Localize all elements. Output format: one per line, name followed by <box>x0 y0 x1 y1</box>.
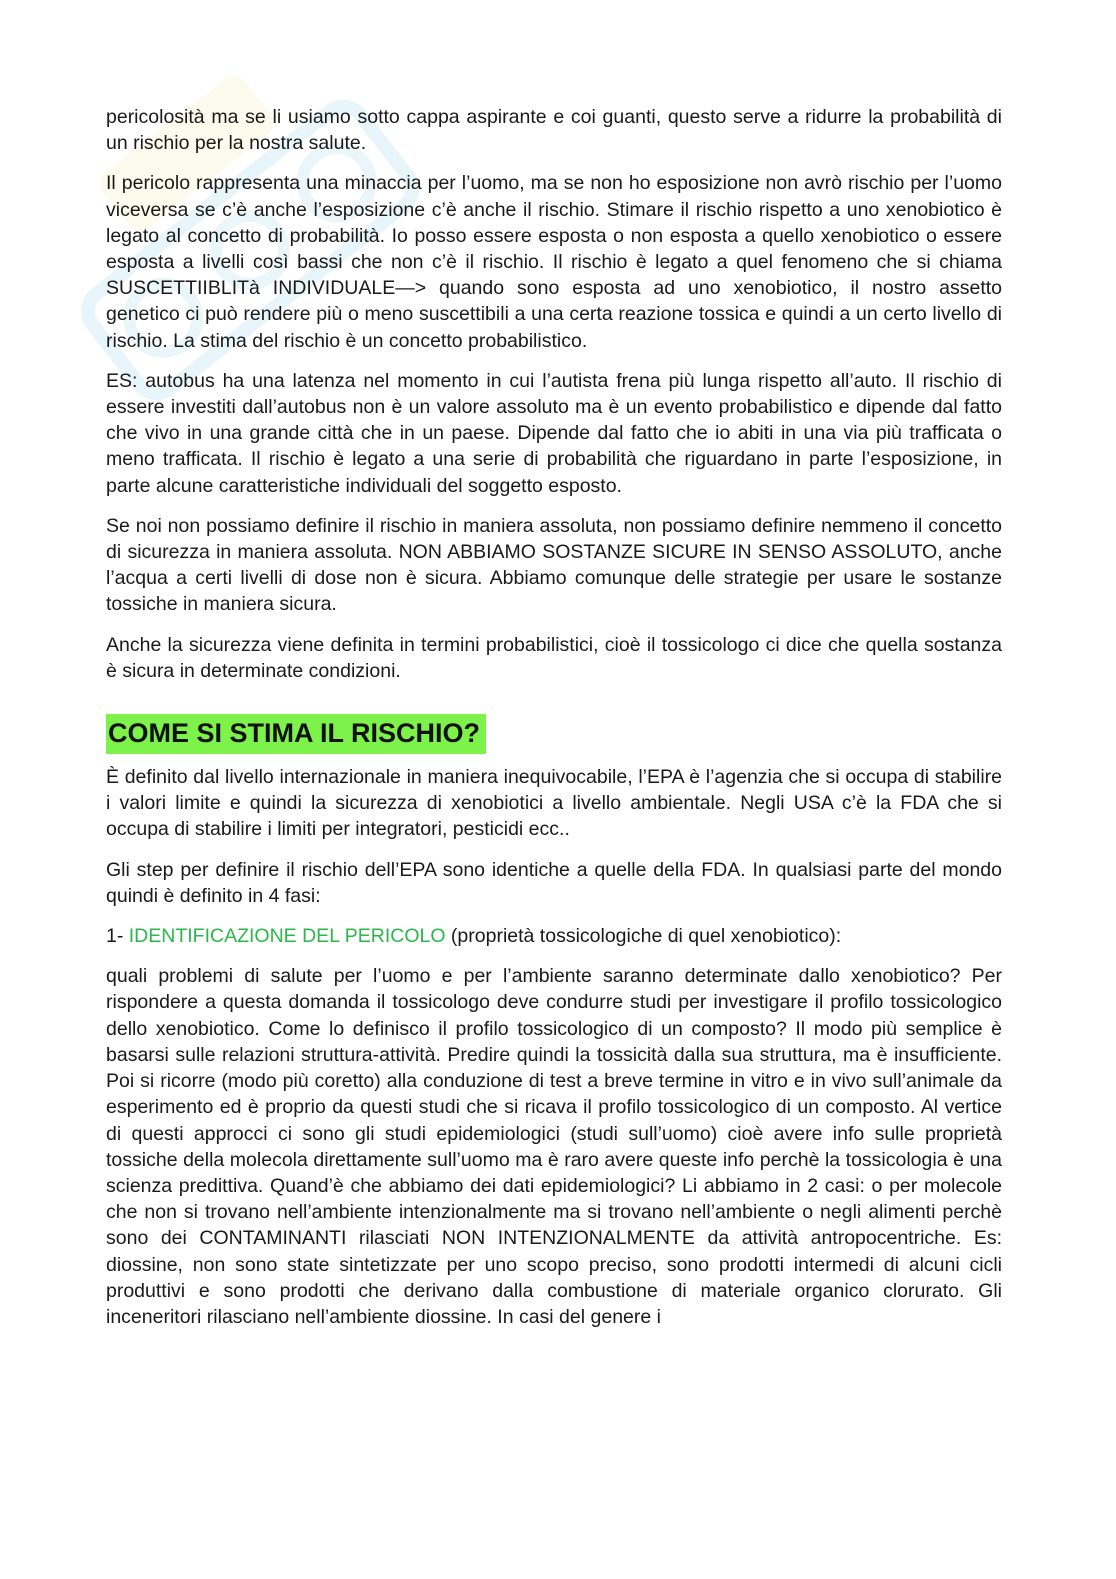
step-1-rest: (proprietà tossicologiche di quel xenobiotico): <box>445 925 842 948</box>
paragraph-8: quali problemi di salute per l’uomo e per l’ambiente saranno determinate dallo xenobiotico? Per rispondere a questa domanda il tossicologo deve condurre studi per investigare il profilo tossicologico dello xenobiotico. Come lo definisco il profilo tossicologico di un composto? Il modo più semplice è basarsi sulle relazioni struttura-attività. Predire quindi la tossicità dalla sua struttura, ma è insufficiente. Poi si ricorre (modo più coretto) alla conduzione di test a breve termine in vitro e in vivo sull’animale da esperimento ed è proprio da questi studi che si ricava il profilo tossicologico di un composto. Al vertice di questi approcci ci sono gli studi epidemiologici (studi sull’uomo) cioè avere info sulle proprietà tossiche della molecola direttamente sull’uomo ma è raro avere queste info perchè la tossicologia è una scienza predittiva. Quand’è che abbiamo dei dati epidemiologici? Li abbiamo in 2 casi: o per molecole che non si trovano nell’ambiente intenzionalmente ma si trovano nell’ambiente o negli alimenti perchè sono dei CONTAMINANTI rilasciati NON INTENZIONALMENTE da attività antropocentriche. Es: diossine, non sono state sintetizzate per uno scopo preciso, sono prodotti intermedi di alcuni cicli produttivi e sono prodotti che derivano dalla combustione di materiale organico clorurato. Gli inceneritori rilasciano nell’ambiente diossine. In casi del genere i <box>106 965 1002 1328</box>
section-heading-wrap <box>106 714 1002 754</box>
paragraph-2: Il pericolo rappresenta una minaccia per l’uomo, ma se non ho esposizione non avrò rischio per l’uomo viceversa se c’è anche l’esposizione c’è anche il rischio. Stimare il rischio rispetto a uno xenobiotico è legato al concetto di probabilità. Io posso essere esposta o non esposta a quello xenobiotico o essere esposta a livelli così bassi che non c’è il rischio. Il rischio è legato a quel fenomeno che si chiama SUSCETTIIBLITà INDIVIDUALE—> quando sono esposta ad uno xenobiotico, il nostro assetto genetico ci può rendere più o meno suscettibili a una certa reazione tossica e quindi a un certo livello di rischio. La stima del rischio è un concetto probabilistico. <box>106 172 1002 352</box>
paragraph-7: Gli step per definire il rischio dell’EPA sono identiche a quelle della FDA. In qualsiasi parte del mondo quindi è definito in 4 fasi: <box>106 858 1002 907</box>
step-1-number: 1- <box>106 925 129 948</box>
paragraph-4: Se noi non possiamo definire il rischio in maniera assoluta, non possiamo definire nemmeno il concetto di sicurezza in maniera assoluta. NON ABBIAMO SOSTANZE SICURE IN SENSO ASSOLUTO, anche l’acqua a certi livelli di dose non è sicura. Abbiamo comunque delle strategie per usare le sostanze tossiche in maniera sicura. <box>106 514 1002 616</box>
step-1-title: IDENTIFICAZIONE DEL PERICOLO <box>128 925 446 948</box>
step-1-line <box>106 923 1002 949</box>
section-heading: COME SI STIMA IL RISCHIO? <box>106 714 486 754</box>
paragraph-6: È definito dal livello internazionale in maniera inequivocabile, l’EPA è l’agenzia che si occupa di stabilire i valori limite e quindi la sicurezza di xenobiotici a livello ambientale. Negli USA c’è la FDA che si occupa di stabilire i limiti per integratori, pesticidi ecc.. <box>106 766 1002 841</box>
paragraph-5: Anche la sicurezza viene definita in termini probabilistici, cioè il tossicologo ci dice che quella sostanza è sicura in determinate condizioni. <box>106 633 1002 682</box>
paragraph-1: pericolosità ma se li usiamo sotto cappa aspirante e coi guanti, questo serve a ridurre la probabilità di un rischio per la nostra salute. <box>106 106 1002 155</box>
document-page <box>106 104 1002 1344</box>
paragraph-3: ES: autobus ha una latenza nel momento in cui l’autista frena più lunga rispetto all’auto. Il rischio di essere investiti dall’autobus non è un valore assoluto ma è un evento probabilistico e dipende dal fatto che vivo in una grande città che in un paese. Dipende dal fatto che io abiti in una via più trafficata o meno trafficata. Il rischio è legato a una serie di probabilità che riguardano in parte l’esposizione, in parte alcune caratteristiche individuali del soggetto esposto. <box>106 369 1002 497</box>
